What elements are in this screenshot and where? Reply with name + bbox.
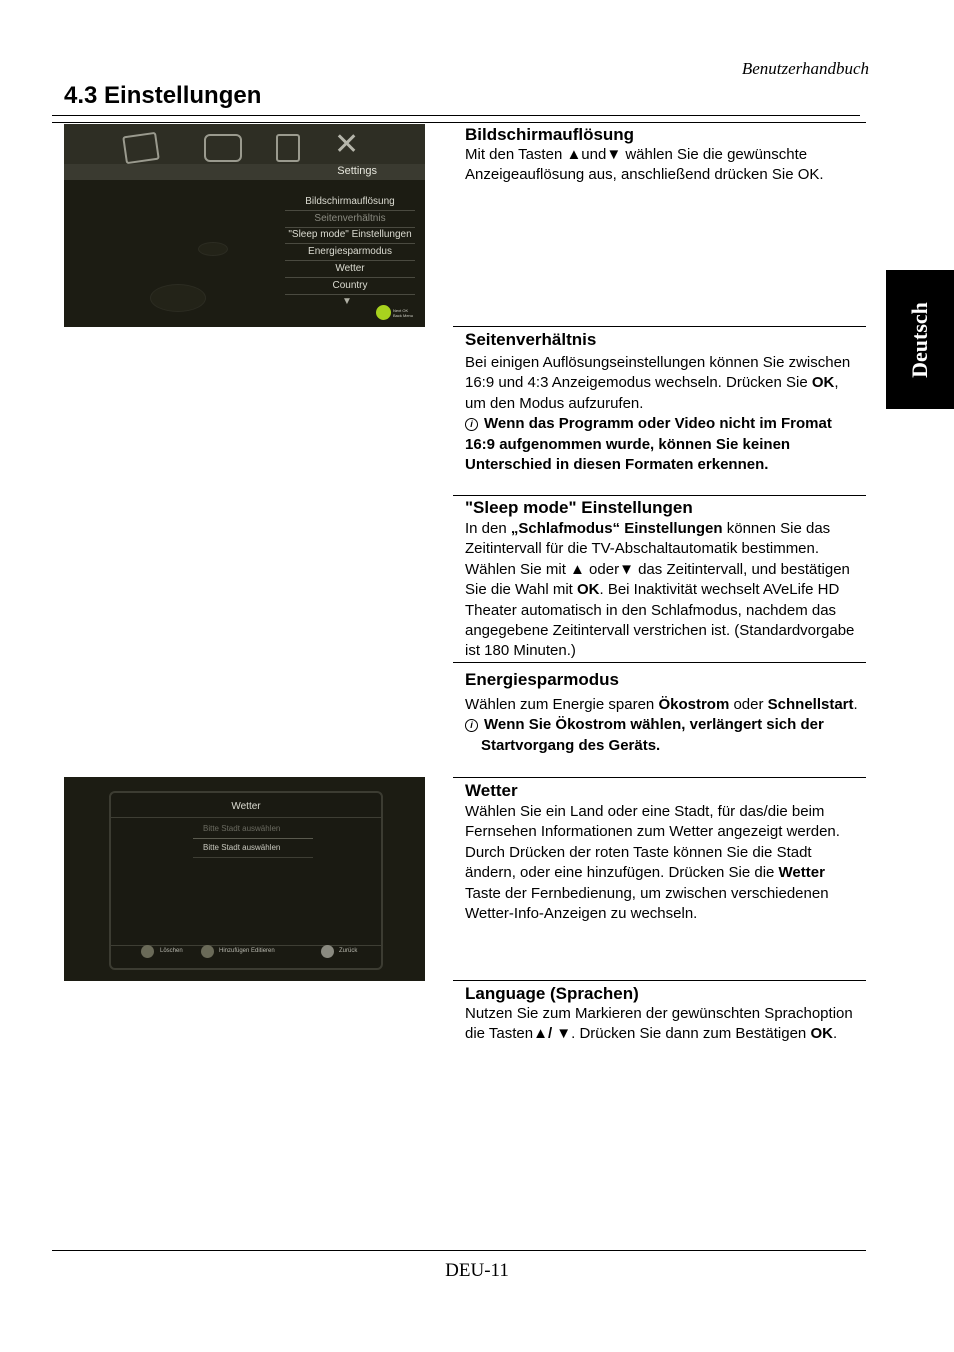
tools-icon: ✕ — [334, 128, 360, 161]
add-edit-label: Hinzufügen Editieren — [219, 948, 275, 954]
section-heading: Seitenverhältnis — [465, 330, 597, 349]
media-icon — [122, 132, 160, 164]
section-language — [465, 984, 860, 1045]
weather-title: Wetter — [231, 801, 261, 812]
side-tab-label: Deutsch — [907, 301, 932, 378]
ok-button-icon — [376, 305, 391, 320]
section-rule — [453, 777, 866, 778]
page-number: DEU-11 — [445, 1260, 509, 1281]
section-text: Wählen Sie ein Land oder eine Stadt, für das/die beim Fernsehen Informationen zum Wetter angezeigt werden. Durch Drücken der roten Taste können Sie die Stadt ändern, oder eine hinzufügen. Drücken Sie die Wetter Taste der Fernbedienung, um zwischen verschiedenen Wetter-Info-Anzeigen zu wechseln. — [465, 803, 840, 923]
tv-icon — [204, 134, 242, 162]
section-sleep — [465, 498, 860, 662]
divider — [193, 857, 313, 858]
title-rule — [52, 115, 860, 116]
section-rule — [453, 980, 866, 981]
menu-item-sleep[interactable]: "Sleep mode" Einstellungen — [285, 227, 415, 244]
button-hint: Next OK Back Menu — [393, 308, 414, 318]
language-side-tab — [886, 270, 954, 409]
delete-label: Löschen — [160, 948, 183, 954]
add-edit-button-icon[interactable] — [201, 945, 214, 958]
section-heading: Energiesparmodus — [465, 670, 619, 689]
section-text: Bei einigen Auflösungseinstellungen können Sie zwischen 16:9 und 4:3 Anzeigemodus wechseln. Drücken Sie OK, um den Modus aufzurufen. — [465, 354, 851, 412]
background-shape — [150, 284, 206, 312]
background-shape — [198, 242, 228, 256]
weather-panel — [109, 791, 383, 970]
divider — [111, 817, 381, 818]
power-icon: i — [465, 719, 478, 732]
city-slot-1[interactable]: Bitte Stadt auswählen — [203, 824, 281, 833]
menu-item-aspect[interactable]: Seitenverhältnis — [285, 211, 415, 228]
back-icon[interactable] — [321, 945, 334, 958]
section-heading: Bildschirmauflösung — [465, 125, 635, 144]
weather-screenshot — [64, 777, 425, 981]
video-icon — [276, 134, 300, 162]
section-note-cont: Startvorgang des Geräts. — [481, 736, 661, 754]
section-rule — [453, 326, 866, 327]
section-resolution — [465, 125, 860, 186]
manual-label: Benutzerhandbuch — [741, 59, 869, 78]
city-slot-2[interactable]: Bitte Stadt auswählen — [203, 843, 281, 852]
section-heading: Wetter — [465, 781, 518, 800]
table-top-rule — [52, 122, 866, 123]
section-text: Wählen zum Energie sparen Ökostrom oder Schnellstart. — [465, 696, 858, 713]
settings-title: Settings — [337, 165, 377, 177]
menu-item-resolution[interactable]: Bildschirmauflösung — [285, 194, 415, 211]
footer-rule — [52, 1250, 866, 1251]
divider — [193, 838, 313, 839]
section-aspect — [465, 330, 860, 475]
settings-icon-bar — [64, 124, 425, 164]
menu-item-weather[interactable]: Wetter — [285, 261, 415, 278]
info-icon: i — [465, 418, 478, 431]
menu-item-country[interactable]: Country — [285, 278, 415, 295]
section-note: i Wenn das Programm oder Video nicht im Fromat 16:9 aufgenommen wurde, können Sie keinen Unterschied in diesen Formaten erkennen. — [465, 415, 832, 474]
section-heading: "Sleep mode" Einstellungen — [465, 498, 693, 517]
section-rule — [453, 662, 866, 663]
settings-title-bar — [64, 164, 425, 180]
section-note: i Wenn Sie Ökostrom wählen, verlängert sich der — [465, 715, 860, 735]
section-text: In den „Schlafmodus“ Einstellungen können Sie das Zeitintervall für die TV-Abschaltautomatik bestimmen. Wählen Sie mit ▲ oder▼ das Zeitintervall, und bestätigen Sie die Wahl mit OK. Bei Inaktivität wechselt AVeLife HD Theater automatisch in den Schlafmodus, nachdem das angegebene Zeitintervall verstrichen ist. (Standardvorgabe ist 180 Minuten.) — [465, 520, 855, 660]
chevron-down-icon[interactable]: ▼ — [342, 296, 352, 307]
menu-item-energy[interactable]: Energiesparmodus — [285, 244, 415, 261]
back-label: Zurück — [339, 948, 358, 954]
delete-button-icon[interactable] — [141, 945, 154, 958]
section-heading: Language (Sprachen) — [465, 984, 639, 1003]
section-weather — [465, 781, 860, 924]
page-title: 4.3 Einstellungen — [64, 82, 262, 109]
section-rule — [453, 495, 866, 496]
settings-screenshot — [64, 124, 425, 327]
section-text: Nutzen Sie zum Markieren der gewünschten Sprachoption die Tasten▲/ ▼. Drücken Sie dann zum Bestätigen OK. — [465, 1005, 853, 1043]
section-text: Mit den Tasten ▲und▼ wählen Sie die gewünschte Anzeigeauflösung aus, anschließend drücken Sie OK. — [465, 146, 824, 184]
section-energy — [465, 670, 860, 756]
